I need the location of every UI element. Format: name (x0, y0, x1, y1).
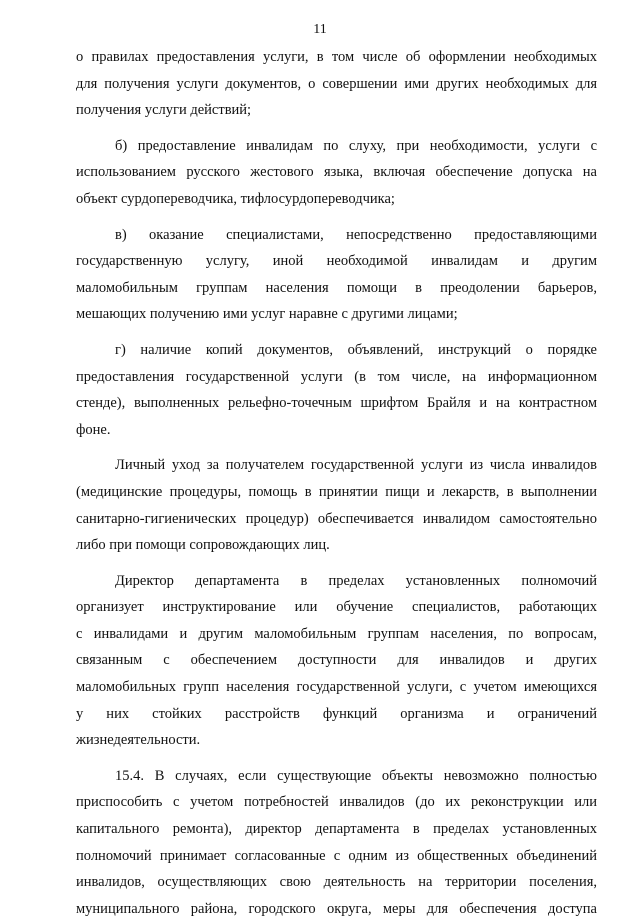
text-line: б) предоставление инвалидам по слуху, при необходимости, услуги с (115, 137, 597, 154)
text-line: Личный уход за получателем государственной услуги из числа инвалидов (115, 457, 597, 474)
text-line: у них стойких расстройств функций организма и ограничений (76, 705, 597, 722)
paragraph (76, 133, 597, 213)
text-line: 15.4. В случаях, если существующие объекты невозможно полностью (115, 767, 597, 784)
text-line: инвалидов, осуществляющих свою деятельность на территории поселения, (76, 874, 597, 891)
paragraph (76, 763, 597, 922)
paragraph (76, 452, 597, 558)
text-line: государственную услугу, иной необходимой инвалидам и другим (76, 253, 597, 270)
text-line: Директор департамента в пределах установленных полномочий (115, 572, 597, 589)
document-body (76, 44, 597, 922)
text-line: муниципального района, городского округа, меры для обеспечения доступа (76, 900, 597, 917)
text-line: организует инструктирование или обучение специалистов, работающих (76, 599, 597, 616)
paragraph (76, 44, 597, 124)
text-line: стенде), выполненных рельефно-точечным шрифтом Брайля и на контрастном (76, 395, 597, 412)
text-line: связанным с обеспечением доступности для инвалидов и других (76, 652, 597, 669)
text-line: (медицинские процедуры, помощь в принятии пищи и лекарств, в выполнении (76, 483, 597, 500)
text-line: маломобильных групп населения государственной услуги, с учетом имеющихся (76, 679, 597, 696)
text-line: предоставления государственной услуги (в том числе, на информационном (76, 368, 597, 385)
text-line: г) наличие копий документов, объявлений, инструкций о порядке (115, 341, 597, 358)
text-line: о правилах предоставления услуги, в том числе об оформлении необходимых (76, 49, 597, 65)
text-line: приспособить с учетом потребностей инвалидов (до их реконструкции или (76, 794, 597, 811)
text-line: жизнедеятельности. (76, 732, 201, 749)
paragraph (76, 222, 597, 328)
text-line: с инвалидами и другим маломобильным группам населения, по вопросам, (76, 625, 597, 642)
text-line: получения услуги действий; (76, 102, 252, 119)
text-line: объект сурдопереводчика, тифлосурдопереводчика; (76, 190, 395, 207)
text-line: в) оказание специалистами, непосредственно предоставляющими (115, 226, 597, 243)
text-line: полномочий принимает согласованные с одним из общественных объединений (76, 847, 597, 864)
text-line: маломобильным группам населения помощи в преодолении барьеров, (76, 279, 597, 296)
text-line: использованием русского жестового языка, включая обеспечение допуска на (76, 164, 597, 181)
paragraph (76, 568, 597, 754)
text-line: либо при помощи сопровождающих лиц. (76, 537, 330, 554)
text-line: мешающих получению ими услуг наравне с другими лицами; (76, 306, 458, 323)
page-number: 11 (313, 22, 327, 37)
text-line: капитального ремонта), директор департамента в пределах установленных (76, 821, 597, 838)
text-line: фоне. (76, 421, 111, 438)
text-line: санитарно-гигиенических процедур) обеспечивается инвалидом самостоятельно (76, 510, 597, 527)
paragraph (76, 337, 597, 443)
text-line: для получения услуги документов, о совершении ими других необходимых для (76, 75, 597, 92)
